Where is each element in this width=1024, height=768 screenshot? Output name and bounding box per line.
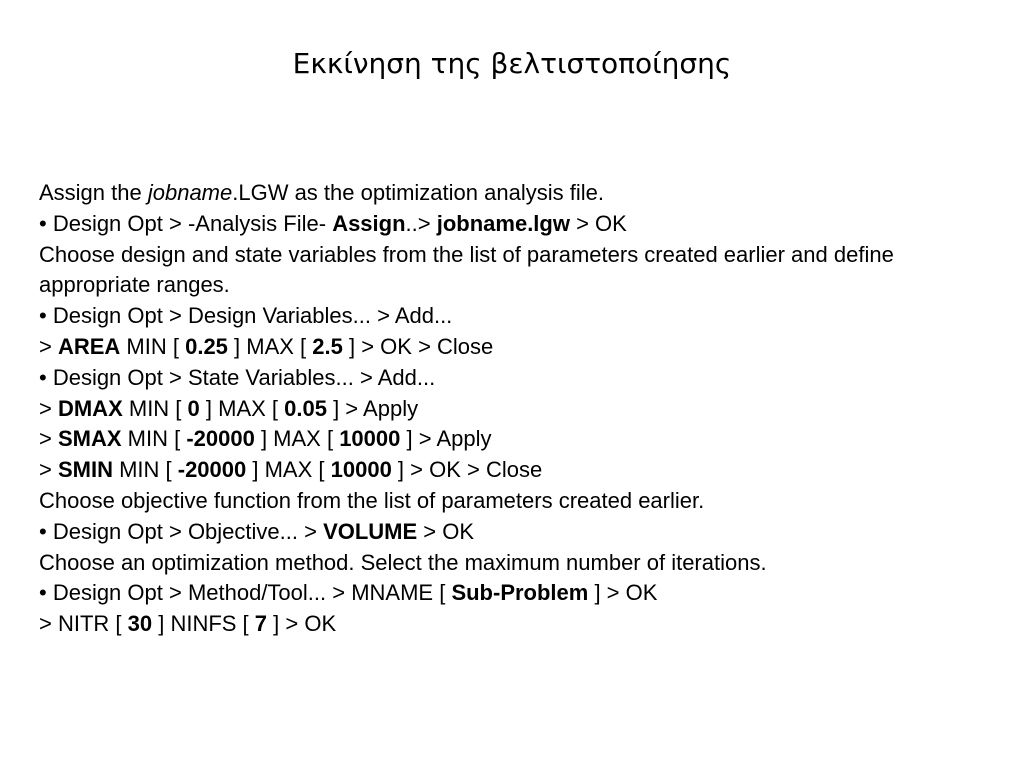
text-line-assign-file <box>39 178 999 209</box>
text-run: > <box>39 395 58 421</box>
text-run: ] > OK > Close <box>342 333 494 359</box>
text-run: • Design Opt > Design Variables... > Add... <box>39 303 453 329</box>
text-line-choose-objective <box>39 486 999 517</box>
text-run: > <box>39 426 58 452</box>
step-method-tool <box>39 578 999 609</box>
text-run: ] > Apply <box>400 426 492 452</box>
text-run: MIN [ <box>120 333 186 359</box>
bold-jobname-lgw: jobname.lgw <box>436 210 570 236</box>
text-run: > <box>39 457 58 483</box>
text-run: ] > Apply <box>326 395 419 421</box>
text-run: ] MAX [ <box>246 457 331 483</box>
step-objective <box>39 517 999 548</box>
text-run: > <box>39 333 58 359</box>
bold-volume: VOLUME <box>323 518 418 544</box>
text-run: > NITR [ <box>39 611 128 637</box>
text-run: ] MAX [ <box>227 333 313 359</box>
text-run: ] NINFS [ <box>152 611 255 637</box>
step-state-variables <box>39 363 999 394</box>
bold-area-max: 2.5 <box>312 333 343 359</box>
text-run: ] MAX [ <box>254 426 340 452</box>
bold-smin-max: 10000 <box>330 457 392 483</box>
text-line-choose-method <box>39 548 999 579</box>
text-run: MIN [ <box>121 426 187 452</box>
text-run: • Design Opt > State Variables... > Add... <box>39 364 436 390</box>
text-run: ] > OK <box>267 611 337 637</box>
text-line-choose-variables <box>39 240 999 271</box>
text-run: MIN [ <box>112 457 178 483</box>
text-run: appropriate ranges. <box>39 272 230 298</box>
bold-assign: Assign <box>332 210 406 236</box>
text-run: ] MAX [ <box>199 395 285 421</box>
bold-area-min: 0.25 <box>185 333 228 359</box>
bold-smax-max: 10000 <box>339 426 401 452</box>
bold-smax-min: -20000 <box>186 426 255 452</box>
text-run: Choose design and state variables from the list of parameters created earlier and define <box>39 241 894 267</box>
bold-area: AREA <box>57 333 121 359</box>
text-run: Assign the <box>39 180 148 205</box>
step-analysis-file <box>39 209 999 240</box>
text-run: MIN [ <box>122 395 188 421</box>
step-design-variables <box>39 301 999 332</box>
step-dmax-range <box>39 394 999 425</box>
bold-nitr-value: 30 <box>127 611 153 637</box>
bold-ninfs-value: 7 <box>254 611 268 637</box>
bold-smin: SMIN <box>57 457 113 483</box>
text-run: ] > OK > Close <box>391 457 543 483</box>
text-run: ] > OK <box>588 580 658 606</box>
bold-smax: SMAX <box>57 426 122 452</box>
bold-sub-problem: Sub-Problem <box>451 580 589 606</box>
text-run: Choose an optimization method. Select the maximum number of iterations. <box>39 549 767 575</box>
text-run: • Design Opt > -Analysis File- <box>39 210 333 236</box>
text-run: • Design Opt > Method/Tool... > MNAME [ <box>39 580 452 606</box>
text-run: > OK <box>417 518 475 544</box>
text-line-appropriate-ranges <box>39 270 999 301</box>
text-run: • Design Opt > Objective... > <box>39 518 324 544</box>
text-run: .LGW as the optimization analysis file. <box>232 180 604 205</box>
text-run: ..> <box>405 210 437 236</box>
text-run: Choose objective function from the list of parameters created earlier. <box>39 487 705 513</box>
bold-smin-min: -20000 <box>177 457 247 483</box>
text-run: > OK <box>569 210 627 236</box>
bold-dmax: DMAX <box>57 395 123 421</box>
slide-body <box>39 178 999 640</box>
bold-dmax-min: 0 <box>187 395 200 421</box>
italic-jobname: jobname <box>147 180 233 205</box>
step-area-range <box>39 332 999 363</box>
slide-title: Εκκίνηση της βελτιστοποίησης <box>292 47 732 80</box>
step-smin-range <box>39 455 999 486</box>
step-smax-range <box>39 424 999 455</box>
bold-dmax-max: 0.05 <box>284 395 327 421</box>
step-iterations <box>39 609 999 640</box>
